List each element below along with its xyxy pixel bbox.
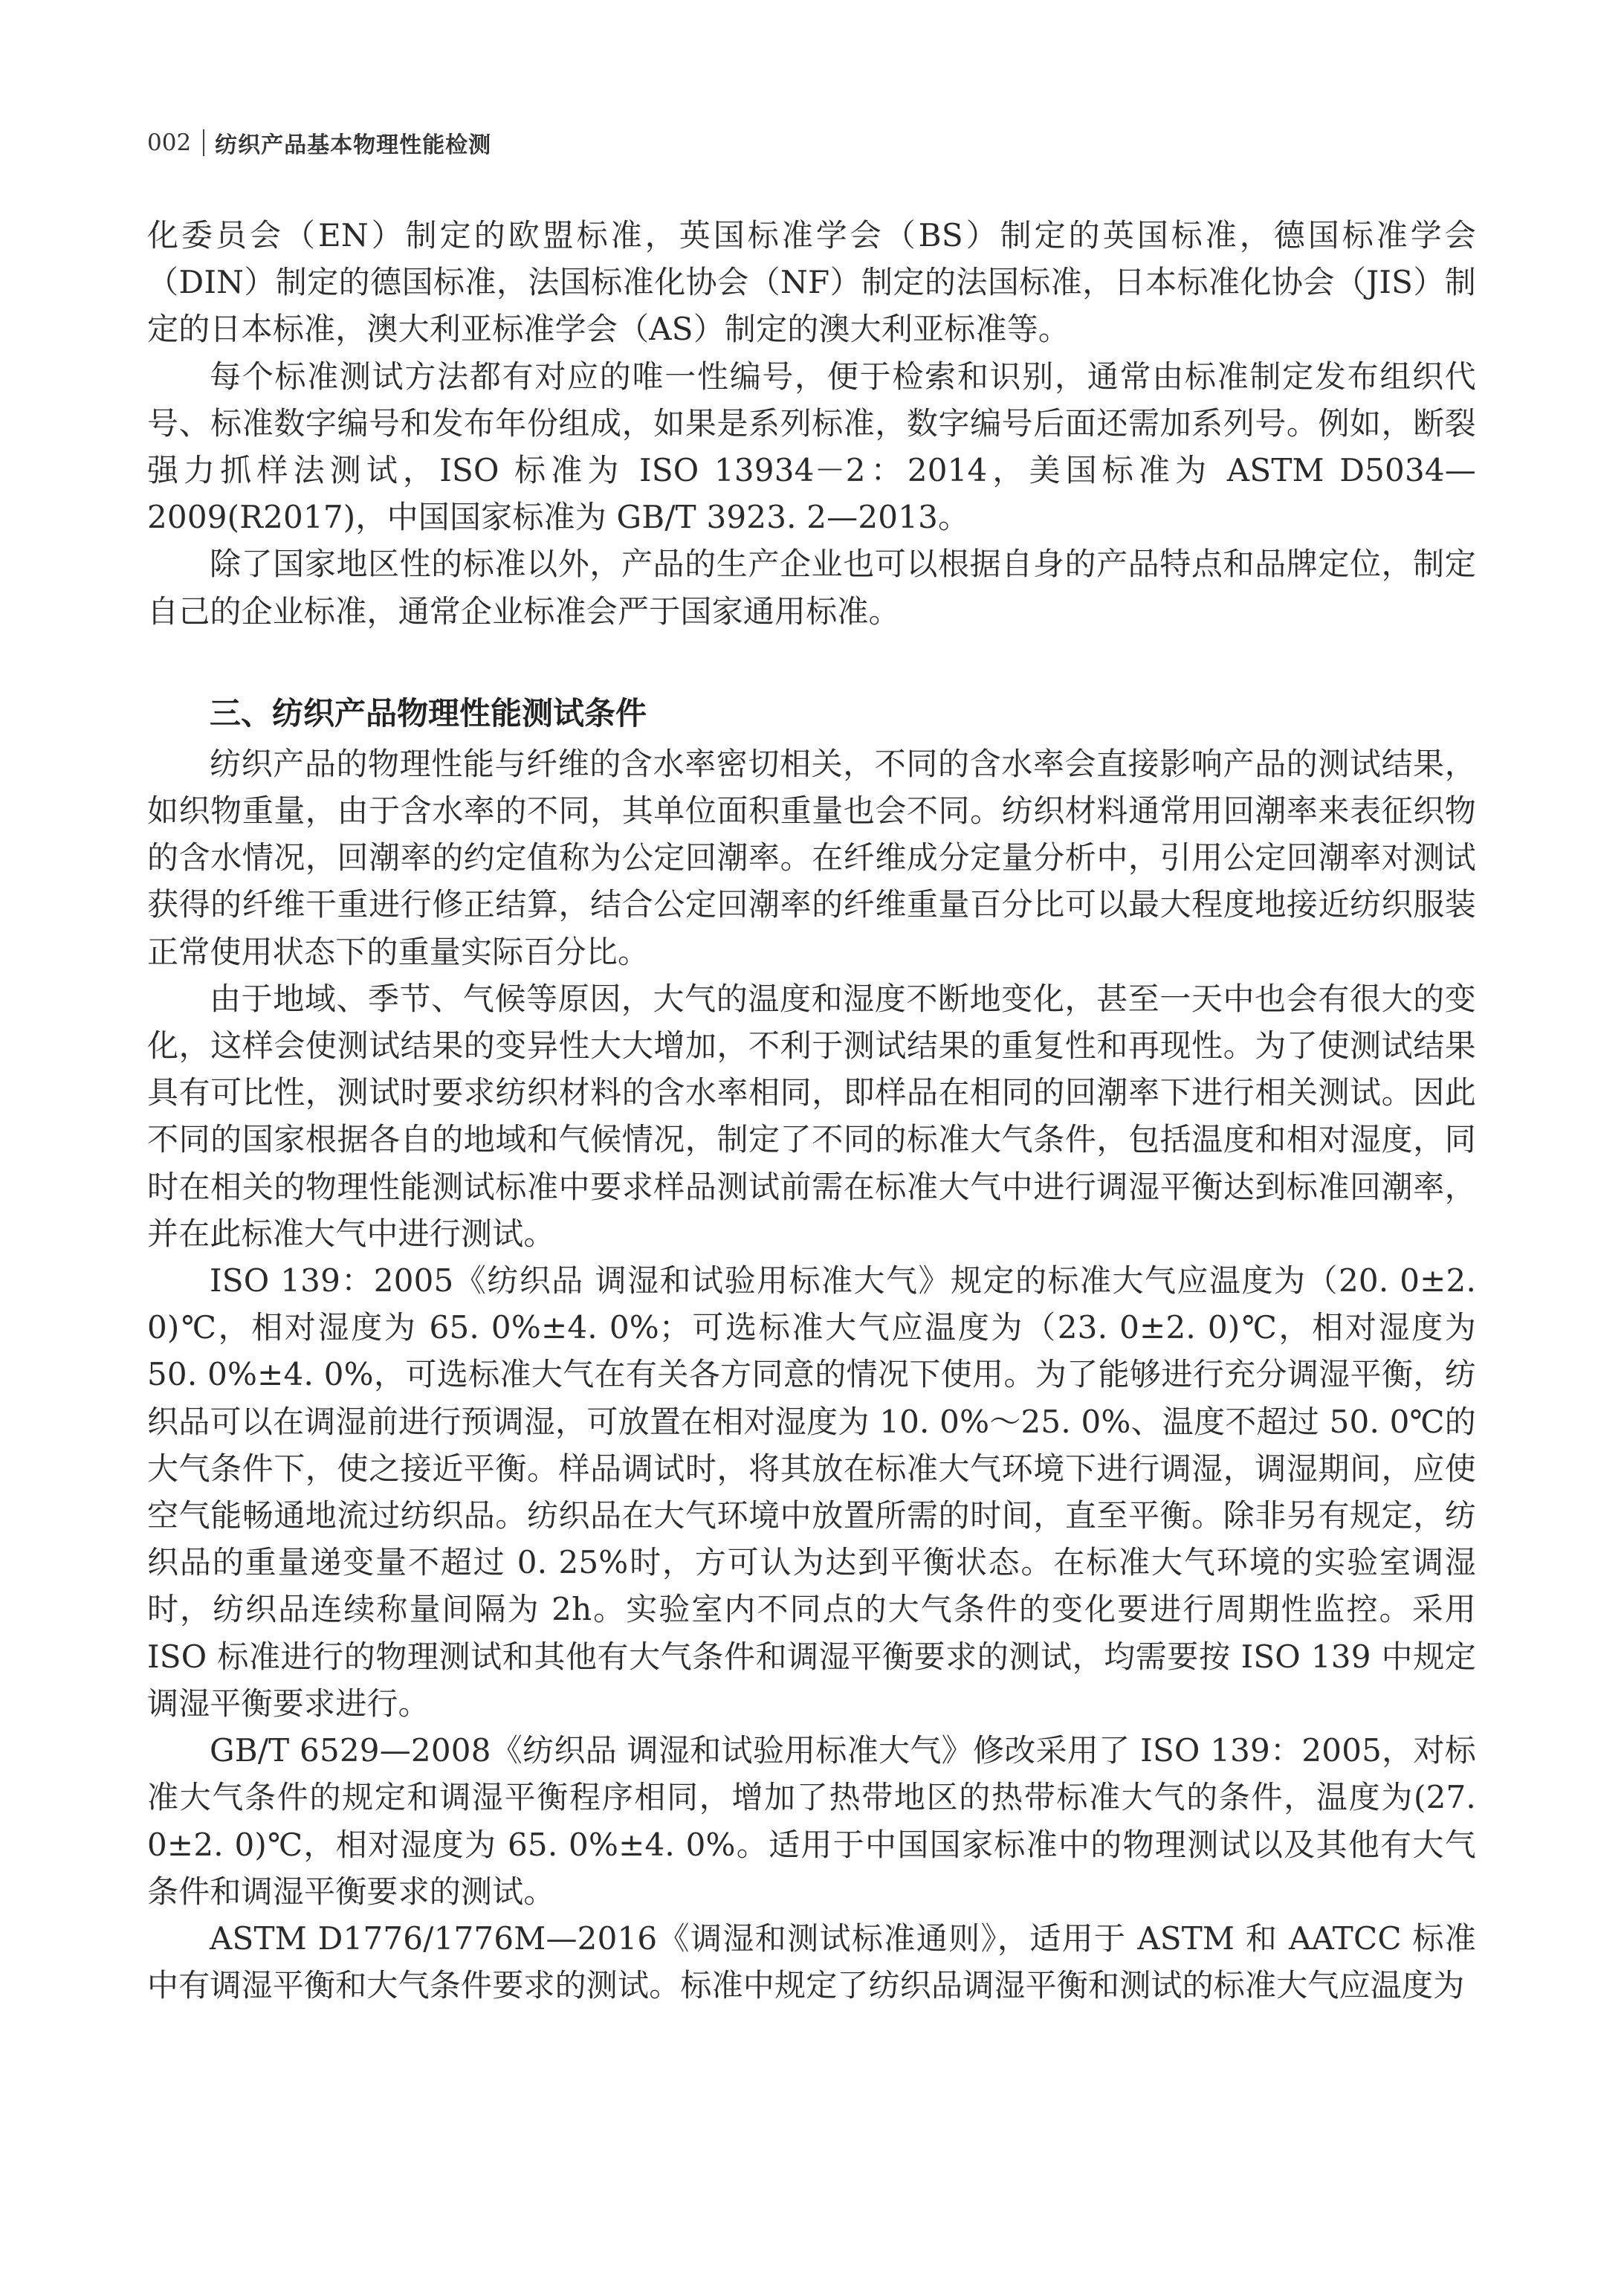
- paragraph-enterprise-standards: 除了国家地区性的标准以外，产品的生产企业也可以根据自身的产品特点和品牌定位，制定自己的企业标准，通常企业标准会严于国家通用标准。: [147, 546, 1476, 630]
- paragraph-standards-bodies: 化委员会（EN）制定的欧盟标准，英国标准学会（BS）制定的英国标准，德国标准学会（DIN）制定的德国标准，法国标准化协会（NF）制定的法国标准，日本标准化协会（JIS）制定的日本标准，澳大利亚标准学会（AS）制定的澳大利亚标准等。: [147, 217, 1476, 348]
- page-number: 002: [147, 129, 192, 156]
- paragraph-standard-numbering: 每个标准测试方法都有对应的唯一性编号，便于检索和识别，通常由标准制定发布组织代号、标准数字编号和发布年份组成，如果是系列标准，数字编号后面还需加系列号。例如，断裂强力抓样法测试，ISO 标准为 ISO 13934－2：2014，美国标准为 ASTM D5034—2009(R2017)，中国国家标准为 GB/T 3923. 2—2013。: [147, 358, 1476, 536]
- paragraph-moisture-regain: 纺织产品的物理性能与纤维的含水率密切相关，不同的含水率会直接影响产品的测试结果，如织物重量，由于含水率的不同，其单位面积重量也会不同。纺织材料通常用回潮率来表征织物的含水情况，回潮率的约定值称为公定回潮率。在纤维成分定量分析中，引用公定回潮率对测试获得的纤维干重进行修正结算，结合公定回潮率的纤维重量百分比可以最大程度地接近纺织服装正常使用状态下的重量实际百分比。: [147, 745, 1476, 970]
- body-text: [147, 212, 1476, 2009]
- book-title: 纺织产品基本物理性能检测: [215, 132, 492, 158]
- header-divider: [203, 129, 204, 156]
- paragraph-standard-atmosphere: 由于地域、季节、气候等原因，大气的温度和湿度不断地变化，甚至一天中也会有很大的变化，这样会使测试结果的变异性大大增加，不利于测试结果的重复性和再现性。为了使测试结果具有可比性，测试时要求纺织材料的含水率相同，即样品在相同的回潮率下进行相关测试。因此不同的国家根据各自的地域和气候情况，制定了不同的标准大气条件，包括温度和相对湿度，同时在相关的物理性能测试标准中要求样品测试前需在标准大气中进行调湿平衡达到标准回潮率，并在此标准大气中进行测试。: [147, 980, 1476, 1252]
- paragraph-gbt-6529: GB/T 6529—2008《纺织品 调湿和试验用标准大气》修改采用了 ISO 139：2005，对标准大气条件的规定和调湿平衡程序相同，增加了热带地区的热带标准大气的条件，温度为(27. 0±2. 0)℃，相对湿度为 65. 0%±4. 0%。适用于中国国家标准中的物理测试以及其他有大气条件和调湿平衡要求的测试。: [147, 1732, 1476, 1910]
- paragraph-astm-d1776: ASTM D1776/1776M—2016《调湿和测试标准通则》，适用于 ASTM 和 AATCC 标准中有调湿平衡和大气条件要求的测试。标准中规定了纺织品调湿平衡和测试的标准大气应温度为: [147, 1919, 1476, 2004]
- paragraph-iso-139: ISO 139：2005《纺织品 调湿和试验用标准大气》规定的标准大气应温度为（20. 0±2. 0)℃，相对湿度为 65. 0%±4. 0%；可选标准大气应温度为（23. 0±2. 0)℃，相对湿度为 50. 0%±4. 0%，可选标准大气在有关各方同意的情况下使用。为了能够进行充分调湿平衡，纺织品可以在调湿前进行预调湿，可放置在相对湿度为 10. 0%～25. 0%、温度不超过 50. 0℃的大气条件下，使之接近平衡。样品调试时，将其放在标准大气环境下进行调湿，调湿期间，应使空气能畅通地流过纺织品。纺织品在大气环境中放置所需的时间，直至平衡。除非另有规定，纺织品的重量递变量不超过 0. 25%时，方可认为达到平衡状态。在标准大气环境的实验室调湿时，纺织品连续称量间隔为 2h。实验室内不同点的大气条件的变化要进行周期性监控。采用 ISO 标准进行的物理测试和其他有大气条件和调湿平衡要求的测试，均需要按 ISO 139 中规定调湿平衡要求进行。: [147, 1262, 1476, 1722]
- section-heading: 三、纺织产品物理性能测试条件: [210, 694, 647, 732]
- running-header: [147, 126, 491, 159]
